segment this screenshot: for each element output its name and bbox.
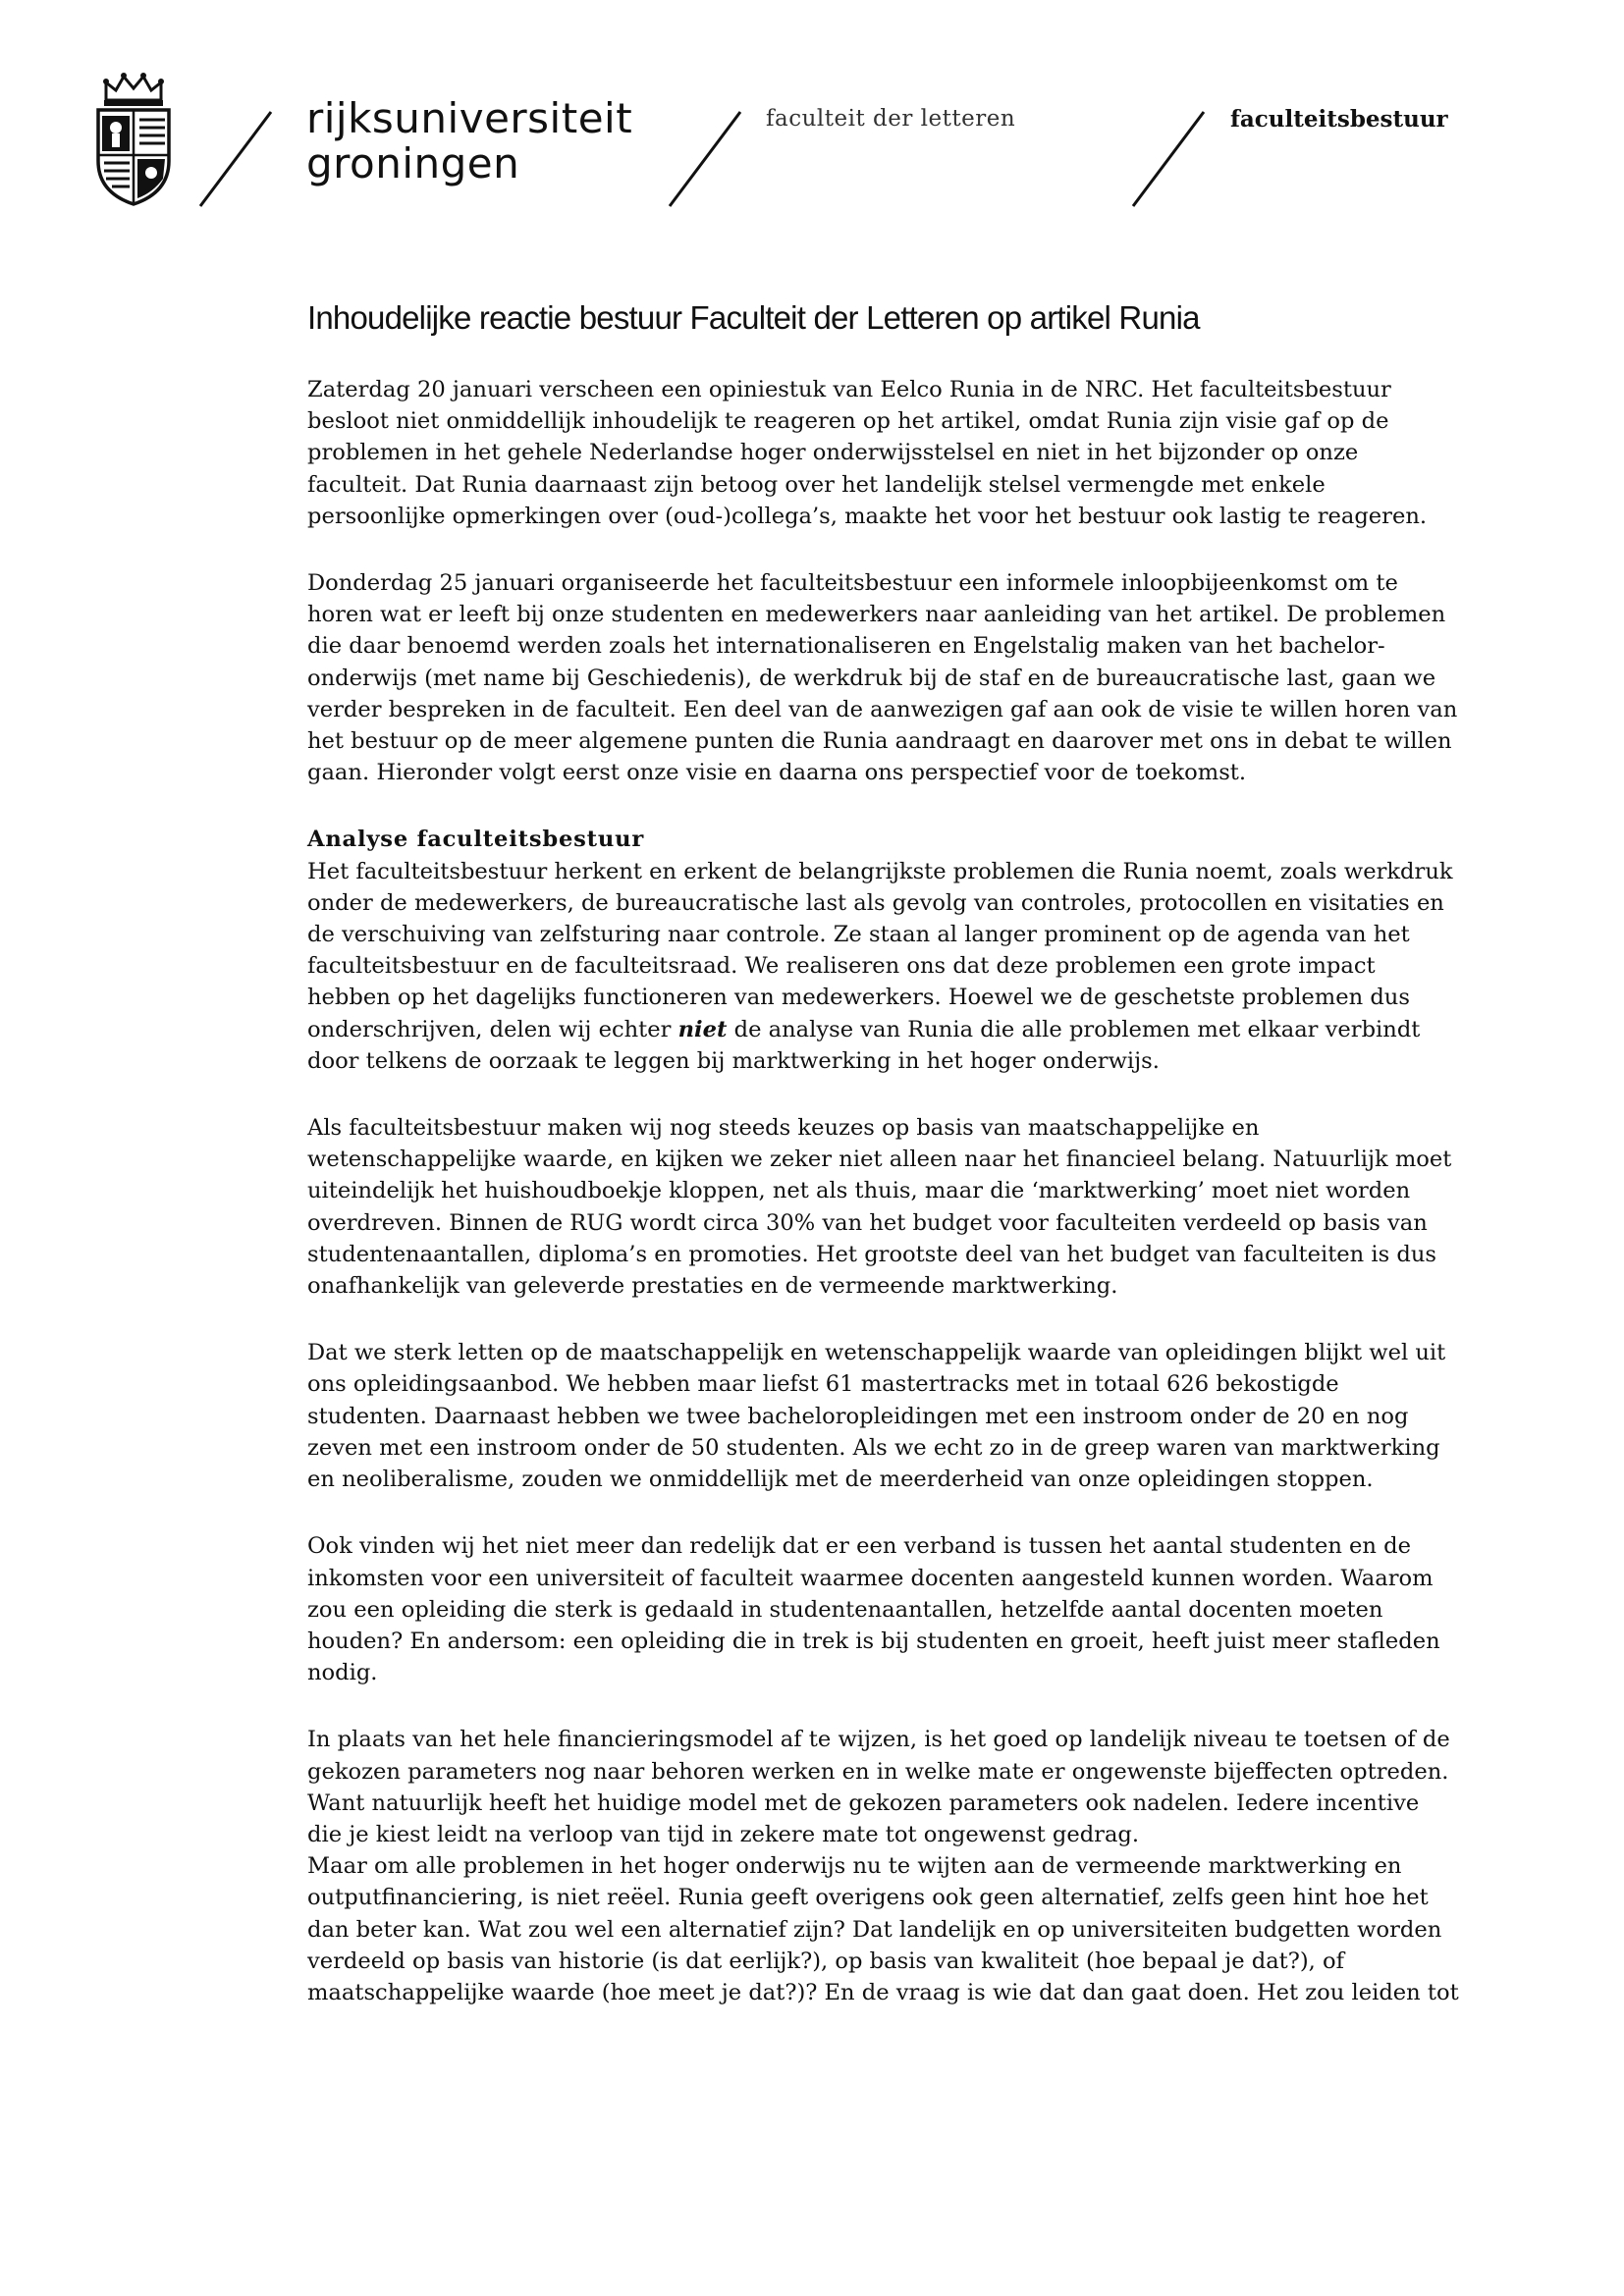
emphasis-not: niet	[677, 1016, 728, 1042]
text-line-with-emphasis	[307, 1014, 1476, 1045]
document-title: Inhoudelijke reactie bestuur Faculteit der Letteren op artikel Runia	[307, 299, 1200, 336]
paragraph-6	[307, 1530, 1476, 1688]
text-line: het bestuur op de meer algemene punten die Runia aandraagt en daarover met ons in debat te willen	[307, 728, 1452, 755]
text-line: overdreven. Binnen de RUG wordt circa 30% van het budget voor faculteiten verdeeld op basis van	[307, 1209, 1428, 1236]
text-line: Want natuurlijk heeft het huidige model met de gekozen parameters ook nadelen. Iedere incentive	[307, 1789, 1420, 1816]
text-line: en neoliberalisme, zouden we onmiddellijk met de meerderheid van onze opleidingen stoppen.	[307, 1467, 1374, 1493]
text-line: die je kiest leidt na verloop van tijd in zekere mate tot ongewenst gedrag.	[307, 1821, 1140, 1847]
text-line: faculteit. Dat Runia daarnaast zijn betoog over het landelijk stelsel vermengde met enkele	[307, 471, 1326, 498]
text-line: problemen in het gehele Nederlandse hoger onderwijsstelsel en niet in het bijzonder op onze	[307, 440, 1359, 466]
text-line: nodig.	[307, 1660, 378, 1686]
text-line: onderwijs (met name bij Geschiedenis), de werkdruk bij de staf en de bureaucratische last, gaan we	[307, 665, 1436, 691]
text-line: Dat we sterk letten op de maatschappelijk en wetenschappelijk waarde van opleidingen blijkt wel uit	[307, 1340, 1446, 1366]
text-line: besloot niet onmiddellijk inhoudelijk te reageren op het artikel, omdat Runia zijn visie gaf op de	[307, 408, 1389, 435]
university-crest-icon	[84, 71, 183, 208]
text-line: die daar benoemd werden zoals het internationaliseren en Engelstalig maken van het bachelor-	[307, 633, 1385, 660]
section-heading: Analyse faculteitsbestuur	[307, 827, 645, 853]
paragraph-5	[307, 1337, 1476, 1495]
paragraph-4	[307, 1112, 1476, 1302]
text-line: gaan. Hieronder volgt eerst onze visie en daarna ons perspectief voor de toekomst.	[307, 760, 1247, 786]
text-run: onderschrijven, delen wij echter	[307, 1016, 678, 1042]
text-line: In plaats van het hele financieringsmodel af te wijzen, is het goed op landelijk niveau te toetsen of de	[307, 1727, 1450, 1753]
text-line: dan beter kan. Wat zou wel een alternatief zijn? Dat landelijk en op universiteiten budgetten worden	[307, 1916, 1442, 1943]
divider-slash-2	[666, 110, 744, 208]
text-line: onafhankelijk van geleverde prestaties en de vermeende marktwerking.	[307, 1273, 1118, 1300]
university-name-line-1: rijksuniversiteit	[306, 94, 633, 142]
text-line: inkomsten voor een universiteit of faculteit waarmee docenten aangesteld kunnen worden. Waarom	[307, 1565, 1434, 1591]
divider-slash-1	[196, 110, 275, 208]
faculty-name: faculteit der letteren	[766, 106, 1016, 132]
text-line: hebben op het dagelijks functioneren van medewerkers. Hoewel we de geschetste problemen dus	[307, 985, 1410, 1011]
text-line: Donderdag 25 januari organiseerde het faculteitsbestuur een informele inloopbijeenkomst om te	[307, 570, 1398, 597]
text-line: studenten. Daarnaast hebben we twee bacheloropleidingen met een instroom onder de 20 en nog	[307, 1403, 1409, 1429]
letterhead	[0, 0, 1624, 226]
text-line: Maar om alle problemen in het hoger onderwijs nu te wijten aan de vermeende marktwerking en	[307, 1853, 1402, 1880]
text-line: uiteindelijk het huishoudboekje kloppen, net als thuis, maar die ‘marktwerking’ moet niet worden	[307, 1178, 1411, 1204]
text-line: persoonlijke opmerkingen over (oud-)collega’s, maakte het voor het bestuur ook lastig te reageren.	[307, 503, 1428, 529]
text-line: zeven met een instroom onder de 50 studenten. Als we echt zo in de greep waren van marktwerking	[307, 1434, 1440, 1461]
text-line: Als faculteitsbestuur maken wij nog steeds keuzes op basis van maatschappelijke en	[307, 1115, 1260, 1142]
text-line: Ook vinden wij het niet meer dan redelijk dat er een verband is tussen het aantal studenten en de	[307, 1533, 1411, 1560]
text-line: houden? En andersom: een opleiding die in trek is bij studenten en groeit, heeft juist meer stafleden	[307, 1628, 1440, 1654]
text-run: de analyse van Runia die alle problemen met elkaar verbindt	[727, 1016, 1421, 1042]
text-line: zou een opleiding die sterk is gedaald in studentenaantallen, hetzelfde aantal docenten moeten	[307, 1596, 1383, 1623]
text-line: outputfinanciering, is niet reëel. Runia geeft overigens ook geen alternatief, zelfs geen hint hoe het	[307, 1885, 1429, 1911]
university-name-line-2: groningen	[306, 139, 520, 187]
text-line: onder de medewerkers, de bureaucratische last als gevolg van controles, protocollen en visitaties en	[307, 889, 1444, 916]
text-line: de verschuiving van zelfsturing naar controle. Ze staan al langer prominent op de agenda van het	[307, 922, 1410, 948]
text-line: wetenschappelijke waarde, en kijken we zeker niet alleen naar het financieel belang. Natuurlijk moet	[307, 1147, 1452, 1173]
text-line: Het faculteitsbestuur herkent en erkent de belangrijkste problemen die Runia noemt, zoals werkdruk	[307, 858, 1453, 884]
text-line: verder bespreken in de faculteit. Een deel van de aanwezigen gaf aan ook de visie te willen horen van	[307, 696, 1458, 722]
text-line: maatschappelijke waarde (hoe meet je dat?)? En de vraag is wie dat dan gaat doen. Het zou leiden tot	[307, 1979, 1459, 2005]
divider-slash-3	[1129, 110, 1208, 208]
document-body	[307, 299, 1476, 2008]
text-line: horen wat er leeft bij onze studenten en medewerkers naar aanleiding van het artikel. De problemen	[307, 602, 1446, 628]
university-name	[306, 96, 632, 187]
text-line: faculteitsbestuur en de faculteitsraad. We realiseren ons dat deze problemen een grote impact	[307, 953, 1376, 980]
paragraph-2	[307, 567, 1476, 788]
paragraph-1	[307, 374, 1476, 532]
paragraph-7	[307, 1724, 1476, 2008]
board-name: faculteitsbestuur	[1230, 106, 1448, 133]
text-line: ons opleidingsaanbod. We hebben maar liefst 61 mastertracks met in totaal 626 bekostigde	[307, 1371, 1339, 1398]
text-line: gekozen parameters nog naar behoren werken en in welke mate er ongewenste bijeffecten optreden.	[307, 1758, 1449, 1785]
paragraph-3	[307, 824, 1476, 1077]
text-line: studentenaantallen, diploma’s en promoties. Het grootste deel van het budget van faculteiten is dus	[307, 1241, 1437, 1267]
text-line: verdeeld op basis van historie (is dat eerlijk?), op basis van kwaliteit (hoe bepaal je dat?), of	[307, 1948, 1345, 1974]
text-line: door telkens de oorzaak te leggen bij marktwerking in het hoger onderwijs.	[307, 1047, 1160, 1074]
text-line: Zaterdag 20 januari verscheen een opiniestuk van Eelco Runia in de NRC. Het faculteitsbestuur	[307, 377, 1391, 402]
